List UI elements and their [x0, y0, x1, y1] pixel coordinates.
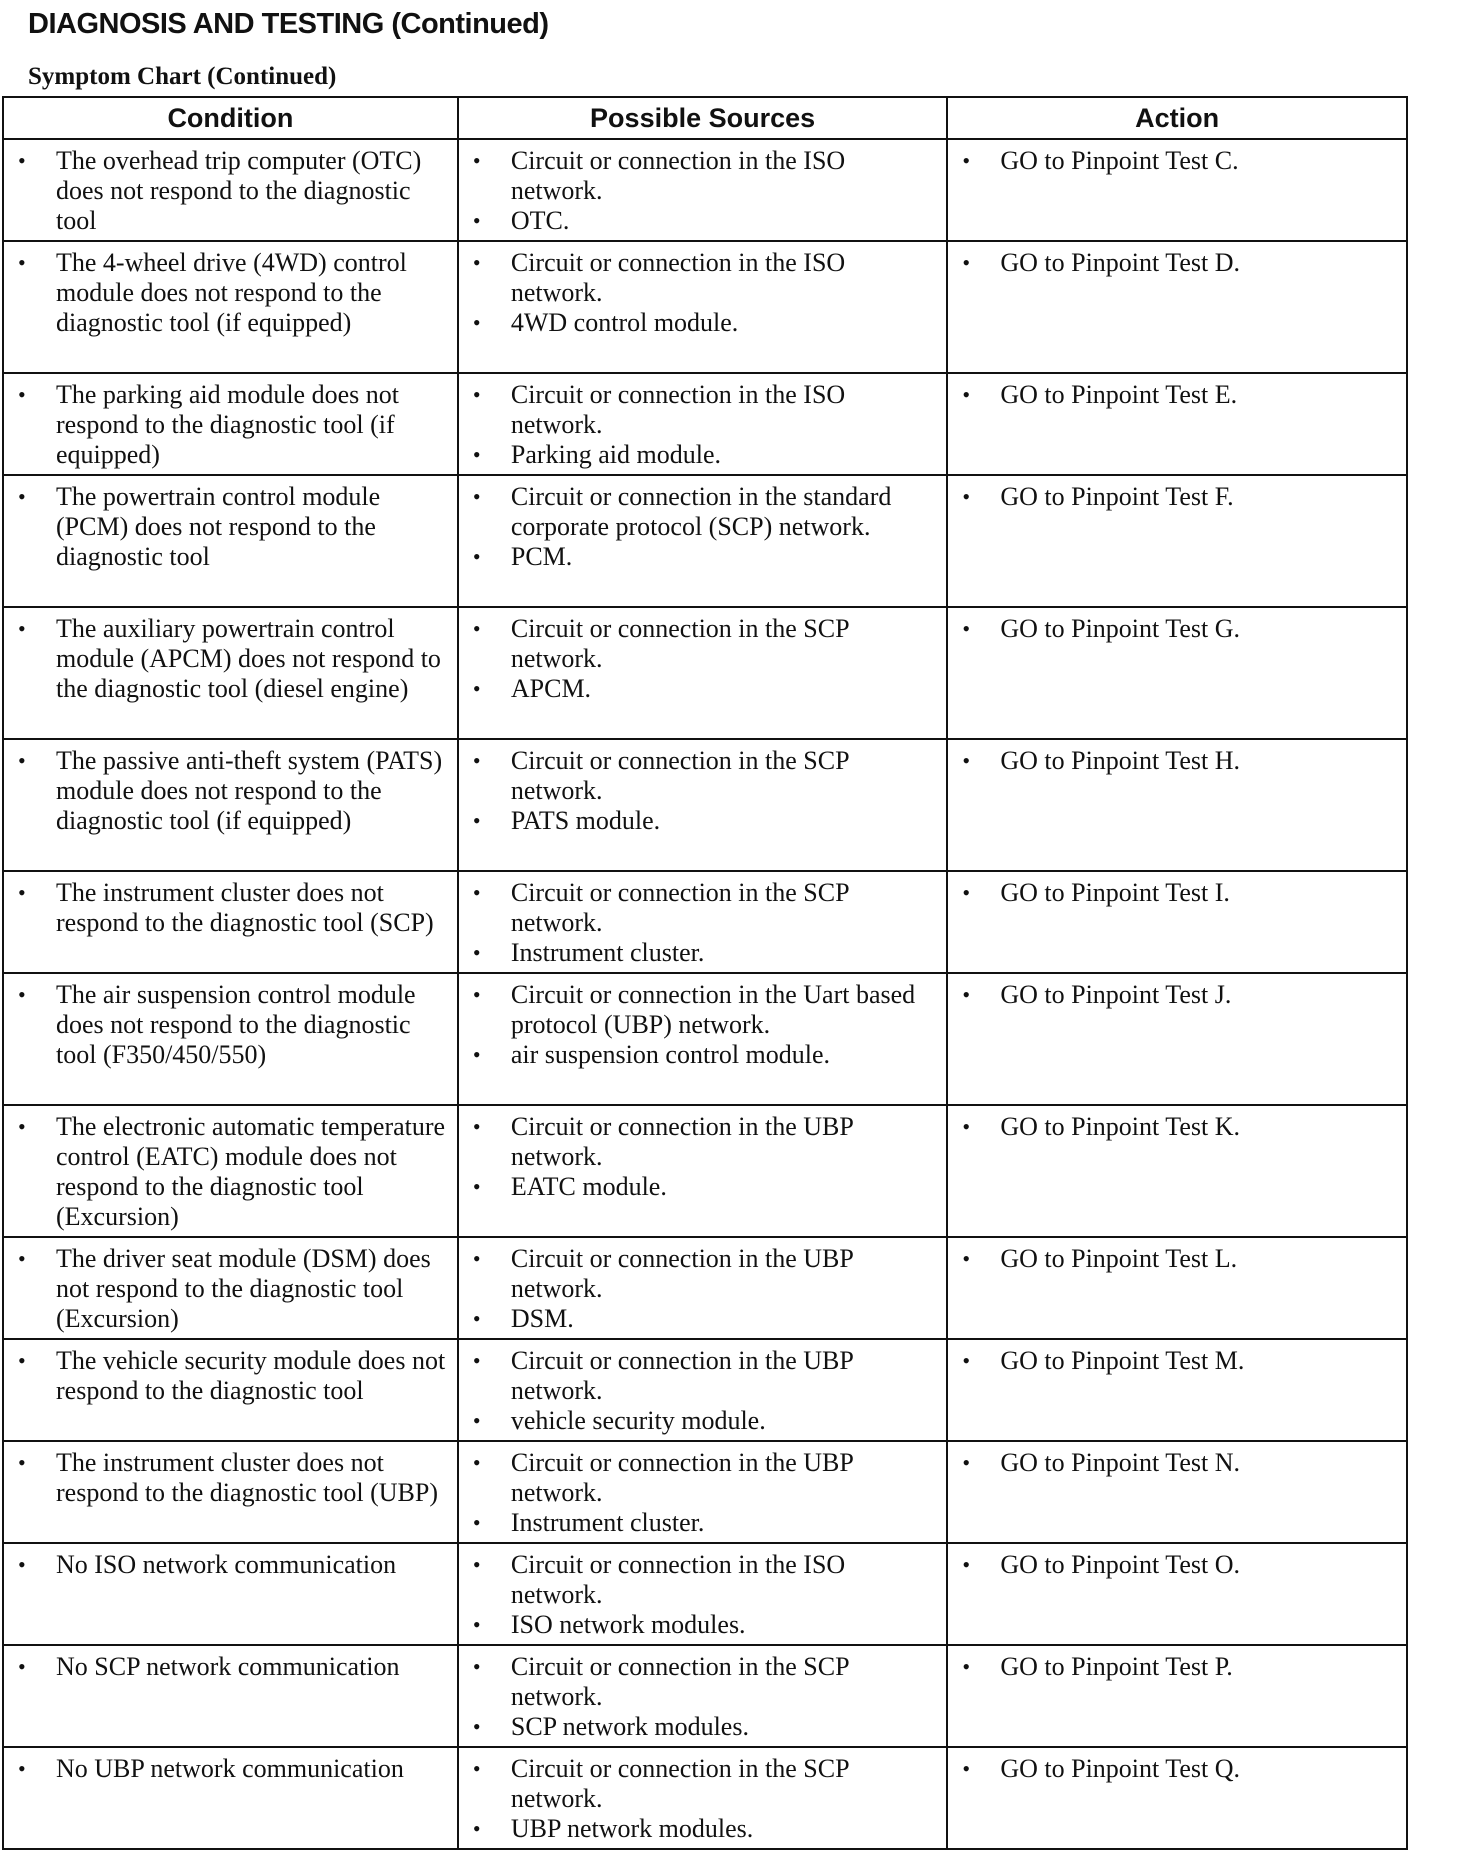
action-text: • GO to Pinpoint Test F.: [956, 482, 1400, 512]
sources-list: [467, 482, 940, 572]
condition-text: • The instrument cluster does not respond to the diagnostic tool (UBP): [12, 1448, 451, 1508]
condition-list: [12, 1346, 451, 1406]
action-list: [956, 1550, 1400, 1580]
action-list: [956, 1652, 1400, 1682]
condition-text: • The driver seat module (DSM) does not respond to the diagnostic tool (Excursion): [12, 1244, 451, 1334]
condition-text: • The parking aid module does not respond to the diagnostic tool (if equipped): [12, 380, 451, 470]
condition-text: • The passive anti-theft system (PATS) module does not respond to the diagnostic tool (if equipped): [12, 746, 451, 836]
source-item: • Circuit or connection in the SCP network.: [467, 746, 940, 806]
sources-list: [467, 1112, 940, 1202]
source-item: • PATS module.: [467, 806, 940, 836]
action-list: [956, 248, 1400, 278]
table-row: [3, 373, 1407, 475]
condition-list: [12, 746, 451, 836]
source-item: • PCM.: [467, 542, 940, 572]
source-item: • Circuit or connection in the SCP network.: [467, 1652, 940, 1712]
source-item: • Circuit or connection in the standard corporate protocol (SCP) network.: [467, 482, 940, 542]
condition-list: [12, 1112, 451, 1232]
condition-list: [12, 482, 451, 572]
action-cell: [947, 241, 1407, 373]
action-cell: [947, 1747, 1407, 1849]
action-cell: [947, 475, 1407, 607]
possible-sources-cell: [458, 871, 947, 973]
column-header-possible-sources: Possible Sources: [458, 97, 947, 139]
source-item: • EATC module.: [467, 1172, 940, 1202]
table-row: [3, 241, 1407, 373]
sources-list: [467, 146, 940, 236]
source-item: • OTC.: [467, 206, 940, 236]
action-cell: [947, 607, 1407, 739]
source-item: • Circuit or connection in the ISO network.: [467, 248, 940, 308]
sources-list: [467, 1448, 940, 1538]
source-item: • Circuit or connection in the ISO network.: [467, 1550, 940, 1610]
column-header-action: Action: [947, 97, 1407, 139]
condition-text: • The overhead trip computer (OTC) does not respond to the diagnostic tool: [12, 146, 451, 236]
action-cell: [947, 1105, 1407, 1237]
table-header-row: [3, 97, 1407, 139]
condition-list: [12, 980, 451, 1070]
condition-text: • The auxiliary powertrain control module (APCM) does not respond to the diagnostic tool (diesel engine): [12, 614, 451, 704]
possible-sources-cell: [458, 241, 947, 373]
table-row: [3, 1105, 1407, 1237]
table-row: [3, 139, 1407, 241]
possible-sources-cell: [458, 739, 947, 871]
possible-sources-cell: [458, 1543, 947, 1645]
source-item: • UBP network modules.: [467, 1814, 940, 1844]
sources-list: [467, 614, 940, 704]
action-list: [956, 146, 1400, 176]
action-cell: [947, 1645, 1407, 1747]
action-text: • GO to Pinpoint Test E.: [956, 380, 1400, 410]
table-row: [3, 871, 1407, 973]
possible-sources-cell: [458, 1105, 947, 1237]
condition-text: • No SCP network communication: [12, 1652, 451, 1682]
action-text: • GO to Pinpoint Test H.: [956, 746, 1400, 776]
action-list: [956, 1112, 1400, 1142]
source-item: • Circuit or connection in the ISO network.: [467, 146, 940, 206]
source-item: • Parking aid module.: [467, 440, 940, 470]
action-text: • GO to Pinpoint Test D.: [956, 248, 1400, 278]
possible-sources-cell: [458, 373, 947, 475]
source-item: • APCM.: [467, 674, 940, 704]
condition-text: • The vehicle security module does not respond to the diagnostic tool: [12, 1346, 451, 1406]
source-item: • 4WD control module.: [467, 308, 940, 338]
action-text: • GO to Pinpoint Test O.: [956, 1550, 1400, 1580]
action-cell: [947, 1441, 1407, 1543]
condition-cell: [3, 1441, 458, 1543]
action-text: • GO to Pinpoint Test J.: [956, 980, 1400, 1010]
condition-cell: [3, 1645, 458, 1747]
action-text: • GO to Pinpoint Test I.: [956, 878, 1400, 908]
condition-text: • The powertrain control module (PCM) does not respond to the diagnostic tool: [12, 482, 451, 572]
condition-list: [12, 380, 451, 470]
condition-text: • The instrument cluster does not respond to the diagnostic tool (SCP): [12, 878, 451, 938]
source-item: • Circuit or connection in the SCP network.: [467, 614, 940, 674]
source-item: • Circuit or connection in the UBP network.: [467, 1346, 940, 1406]
condition-list: [12, 1550, 451, 1580]
possible-sources-cell: [458, 1237, 947, 1339]
source-item: • Circuit or connection in the SCP network.: [467, 878, 940, 938]
condition-cell: [3, 739, 458, 871]
action-text: • GO to Pinpoint Test L.: [956, 1244, 1400, 1274]
table-row: [3, 1339, 1407, 1441]
condition-cell: [3, 373, 458, 475]
condition-cell: [3, 139, 458, 241]
condition-list: [12, 146, 451, 236]
action-cell: [947, 973, 1407, 1105]
action-list: [956, 1448, 1400, 1478]
condition-cell: [3, 1237, 458, 1339]
action-list: [956, 614, 1400, 644]
source-item: • Circuit or connection in the ISO network.: [467, 380, 940, 440]
condition-cell: [3, 1105, 458, 1237]
sources-list: [467, 1652, 940, 1742]
sources-list: [467, 746, 940, 836]
condition-text: • No UBP network communication: [12, 1754, 451, 1784]
condition-list: [12, 1652, 451, 1682]
possible-sources-cell: [458, 973, 947, 1105]
source-item: • Circuit or connection in the UBP network.: [467, 1112, 940, 1172]
action-text: • GO to Pinpoint Test N.: [956, 1448, 1400, 1478]
sources-list: [467, 1754, 940, 1844]
condition-list: [12, 878, 451, 938]
sources-list: [467, 878, 940, 968]
condition-cell: [3, 1339, 458, 1441]
action-list: [956, 1346, 1400, 1376]
table-row: [3, 1747, 1407, 1849]
condition-cell: [3, 241, 458, 373]
condition-text: • No ISO network communication: [12, 1550, 451, 1580]
condition-cell: [3, 1543, 458, 1645]
action-list: [956, 380, 1400, 410]
action-cell: [947, 739, 1407, 871]
action-cell: [947, 1339, 1407, 1441]
source-item: • Instrument cluster.: [467, 1508, 940, 1538]
document-page: [28, 4, 1448, 92]
condition-text: • The 4-wheel drive (4WD) control module does not respond to the diagnostic tool (if equipped): [12, 248, 451, 338]
table-row: [3, 1237, 1407, 1339]
action-cell: [947, 139, 1407, 241]
source-item: • Instrument cluster.: [467, 938, 940, 968]
table-row: [3, 475, 1407, 607]
table-row: [3, 739, 1407, 871]
source-item: • ISO network modules.: [467, 1610, 940, 1640]
sources-list: [467, 1550, 940, 1640]
table-row: [3, 973, 1407, 1105]
action-cell: [947, 871, 1407, 973]
source-item: • SCP network modules.: [467, 1712, 940, 1742]
sources-list: [467, 380, 940, 470]
condition-cell: [3, 475, 458, 607]
column-header-condition: Condition: [3, 97, 458, 139]
condition-list: [12, 1754, 451, 1784]
action-cell: [947, 373, 1407, 475]
action-text: • GO to Pinpoint Test G.: [956, 614, 1400, 644]
sources-list: [467, 1244, 940, 1334]
condition-cell: [3, 607, 458, 739]
condition-list: [12, 1448, 451, 1508]
action-list: [956, 746, 1400, 776]
action-text: • GO to Pinpoint Test M.: [956, 1346, 1400, 1376]
condition-text: • The air suspension control module does not respond to the diagnostic tool (F350/450/550): [12, 980, 451, 1070]
action-text: • GO to Pinpoint Test Q.: [956, 1754, 1400, 1784]
source-item: • air suspension control module.: [467, 1040, 940, 1070]
condition-list: [12, 614, 451, 704]
possible-sources-cell: [458, 139, 947, 241]
symptom-chart-table: [2, 96, 1408, 1850]
condition-cell: [3, 1747, 458, 1849]
action-text: • GO to Pinpoint Test P.: [956, 1652, 1400, 1682]
condition-list: [12, 248, 451, 338]
condition-cell: [3, 871, 458, 973]
action-cell: [947, 1237, 1407, 1339]
condition-cell: [3, 973, 458, 1105]
table-row: [3, 607, 1407, 739]
sources-list: [467, 1346, 940, 1436]
possible-sources-cell: [458, 475, 947, 607]
table-row: [3, 1645, 1407, 1747]
source-item: • Circuit or connection in the UBP network.: [467, 1244, 940, 1304]
source-item: • vehicle security module.: [467, 1406, 940, 1436]
action-cell: [947, 1543, 1407, 1645]
action-list: [956, 1244, 1400, 1274]
sources-list: [467, 248, 940, 338]
source-item: • DSM.: [467, 1304, 940, 1334]
possible-sources-cell: [458, 1339, 947, 1441]
section-subtitle: Symptom Chart (Continued): [28, 63, 337, 90]
possible-sources-cell: [458, 607, 947, 739]
action-list: [956, 482, 1400, 512]
possible-sources-cell: [458, 1441, 947, 1543]
source-item: • Circuit or connection in the UBP network.: [467, 1448, 940, 1508]
action-text: • GO to Pinpoint Test K.: [956, 1112, 1400, 1142]
table-row: [3, 1543, 1407, 1645]
condition-text: • The electronic automatic temperature control (EATC) module does not respond to the diagnostic tool (Excursion): [12, 1112, 451, 1232]
possible-sources-cell: [458, 1645, 947, 1747]
table-row: [3, 1441, 1407, 1543]
action-list: [956, 878, 1400, 908]
source-item: • Circuit or connection in the SCP network.: [467, 1754, 940, 1814]
possible-sources-cell: [458, 1747, 947, 1849]
page-title: DIAGNOSIS AND TESTING (Continued): [28, 8, 549, 40]
source-item: • Circuit or connection in the Uart based protocol (UBP) network.: [467, 980, 940, 1040]
action-text: • GO to Pinpoint Test C.: [956, 146, 1400, 176]
action-list: [956, 980, 1400, 1010]
sources-list: [467, 980, 940, 1070]
condition-list: [12, 1244, 451, 1334]
action-list: [956, 1754, 1400, 1784]
